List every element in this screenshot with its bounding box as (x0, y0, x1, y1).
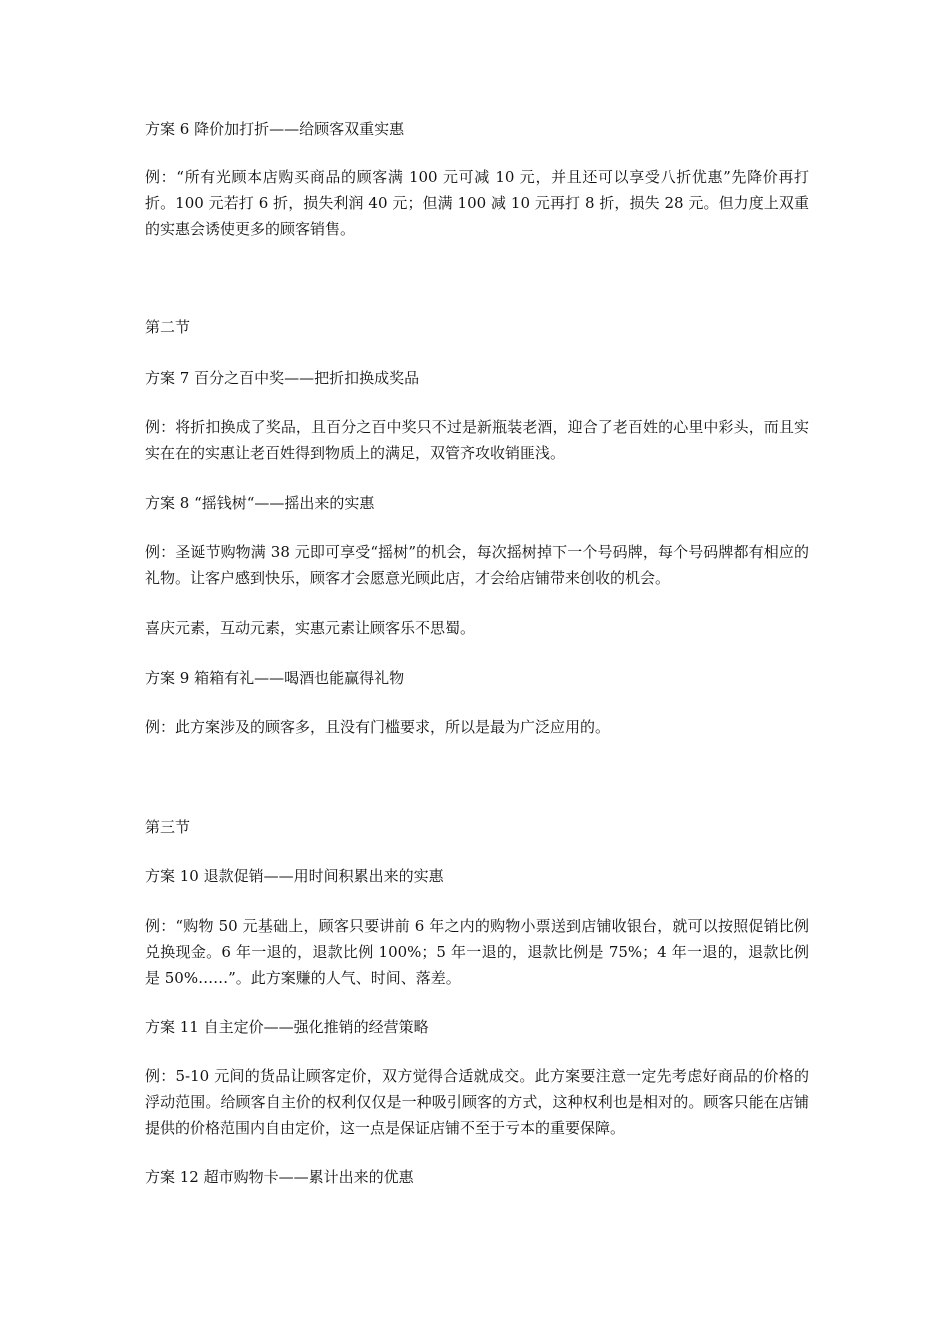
plan-8-summary: 喜庆元素，互动元素，实惠元素让顾客乐不思蜀。 (145, 619, 476, 637)
plan-7-heading: 方案 7 百分之百中奖——把折扣换成奖品 (145, 369, 420, 387)
plan-12-heading: 方案 12 超市购物卡——累计出来的优惠 (145, 1168, 414, 1186)
section-3-title: 第三节 (145, 818, 191, 836)
plan-6-heading: 方案 6 降价加打折——给顾客双重实惠 (145, 120, 405, 138)
plan-8-example: 例：圣诞节购物满 38 元即可享受“摇树”的机会，每次摇树掉下一个号码牌，每个号码牌都有相应的礼物。让客户感到快乐，顾客才会愿意光顾此店，才会给店铺带来创收的机会。 (145, 543, 809, 587)
section-2-title: 第二节 (145, 318, 191, 336)
plan-10-heading: 方案 10 退款促销——用时间积累出来的实惠 (145, 867, 444, 885)
plan-11-example: 例：5-10 元间的货品让顾客定价，双方觉得合适就成交。此方案要注意一定先考虑好商品的价格的浮动范围。给顾客自主价的权利仅仅是一种吸引顾客的方式，这种权利也是相对的。顾客只能在店铺提供的价格范围内自由定价，这一点是保证店铺不至于亏本的重要保障。 (145, 1067, 809, 1137)
plan-9-heading: 方案 9 箱箱有礼——喝酒也能赢得礼物 (145, 669, 405, 687)
plan-8-heading: 方案 8 “摇钱树“——摇出来的实惠 (145, 494, 375, 512)
plan-7-example: 例：将折扣换成了奖品，且百分之百中奖只不过是新瓶装老酒，迎合了老百姓的心里中彩头，而且实实在在的实惠让老百姓得到物质上的满足，双管齐攻收销匪浅。 (145, 418, 809, 462)
plan-9-example: 例：此方案涉及的顾客多，且没有门槛要求，所以是最为广泛应用的。 (145, 718, 611, 736)
plan-6-example: 例：“所有光顾本店购买商品的顾客满 100 元可减 10 元，并且还可以享受八折优惠”先降价再打折。100 元若打 6 折，损失利润 40 元；但满 100 减 10 元再打 8 折，损失 28 元。但力度上双重的实惠会诱使更多的顾客销售。 (145, 168, 809, 238)
plan-10-example: 例：“购物 50 元基础上，顾客只要讲前 6 年之内的购物小票送到店铺收银台，就可以按照促销比例兑换现金。6 年一退的，退款比例 100%；5 年一退的，退款比例是 75%；4 年一退的，退款比例是 50%……”。此方案赚的人气、时间、落差。 (145, 917, 809, 987)
plan-11-heading: 方案 11 自主定价——强化推销的经营策略 (145, 1018, 429, 1036)
